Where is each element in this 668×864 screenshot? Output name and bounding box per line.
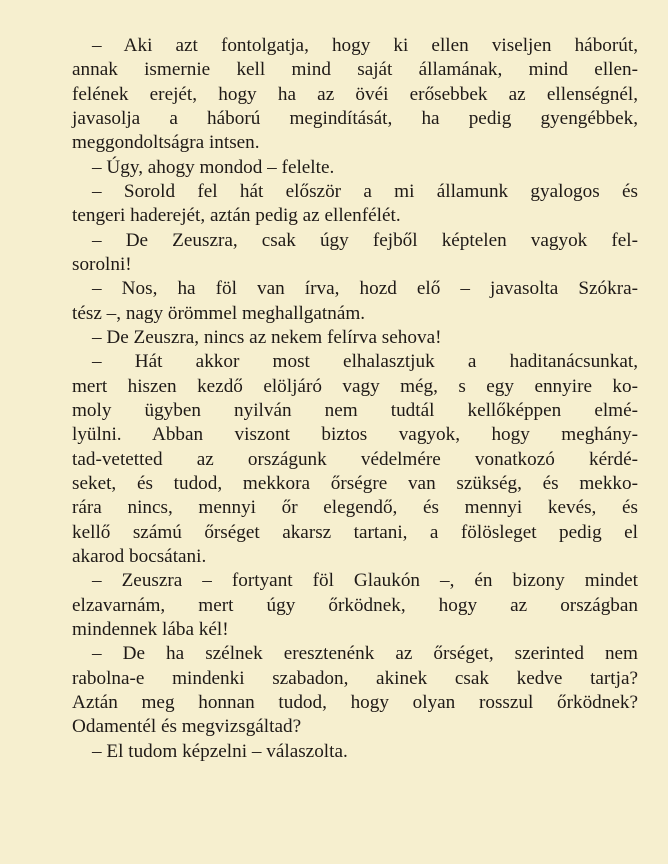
text-line: sorolni! xyxy=(72,253,132,275)
text-line: – Nos, ha föl van írva, hozd elő – javasolta Szókra- xyxy=(92,278,638,300)
text-line: – Aki azt fontolgatja, hogy ki ellen viseljen háborút, xyxy=(92,35,638,56)
text-line: elzavarnám, mert úgy őrködnek, hogy az országban xyxy=(72,594,638,616)
text-line: Aztán meg honnan tudod, hogy olyan rosszul őrködnek? xyxy=(72,691,638,713)
text-line: rabolna-e mindenki szabadon, akinek csak kedve tartja? xyxy=(72,667,638,689)
text-line: moly ügyben nyilván nem tudtál kellőképpen elmé- xyxy=(72,399,638,421)
text-line: – De ha szélnek eresztenénk az őrséget, szerinted nem xyxy=(92,643,638,665)
text-line: tengeri haderejét, aztán pedig az ellenfélét. xyxy=(72,205,401,227)
text-line: annak ismernie kell mind saját államának, mind ellen- xyxy=(72,59,638,81)
text-line: felének erejét, hogy ha az övéi erősebbek az ellenségnél, xyxy=(72,83,638,105)
text-line: – Sorold fel hát először a mi államunk gyalogos és xyxy=(92,180,638,202)
paragraph xyxy=(72,34,638,156)
paragraph xyxy=(72,229,638,278)
text-line: – Zeuszra – fortyant föl Glaukón –, én bizony mindet xyxy=(92,570,638,592)
paragraph xyxy=(72,277,638,326)
text-line: seket, és tudod, mekkora őrségre van szükség, és mekko- xyxy=(72,472,638,494)
paragraph xyxy=(72,350,638,569)
paragraph xyxy=(72,180,638,229)
paragraph xyxy=(72,569,638,642)
text-line: lyülni. Abban viszont biztos vagyok, hogy meghány- xyxy=(72,424,638,446)
text-line: rára nincs, mennyi őr elegendő, és mennyi kevés, és xyxy=(72,497,638,519)
paragraph xyxy=(72,740,638,764)
text-line: tész –, nagy örömmel meghallgatnám. xyxy=(72,302,366,324)
text-line: akarod bocsátani. xyxy=(72,545,207,567)
text-line: – De Zeuszra, nincs az nekem felírva sehova! xyxy=(92,326,442,348)
paragraph xyxy=(72,642,638,739)
paragraph xyxy=(72,326,638,350)
text-line: mindennek lába kél! xyxy=(72,618,229,640)
text-line: – Úgy, ahogy mondod – felelte. xyxy=(92,156,335,178)
text-line: tad-vetetted az országunk védelmére vonatkozó kérdé- xyxy=(72,448,638,470)
text-line: javasolja a háború megindítását, ha pedig gyengébbek, xyxy=(72,107,638,129)
paragraph xyxy=(72,156,638,180)
text-line: – Hát akkor most elhalasztjuk a haditanácsunkat, xyxy=(92,351,638,373)
text-line: kellő számú őrséget akarsz tartani, a fölösleget pedig el xyxy=(72,521,638,543)
text-line: – El tudom képzelni – válaszolta. xyxy=(92,740,348,762)
book-page-text xyxy=(72,34,638,764)
text-line: meggondoltságra intsen. xyxy=(72,132,260,154)
text-line: mert hiszen kezdő elöljáró vagy még, s egy ennyire ko- xyxy=(72,375,638,397)
text-line: Odamentél és megvizsgáltad? xyxy=(72,716,302,738)
text-line: – De Zeuszra, csak úgy fejből képtelen vagyok fel- xyxy=(92,229,638,251)
